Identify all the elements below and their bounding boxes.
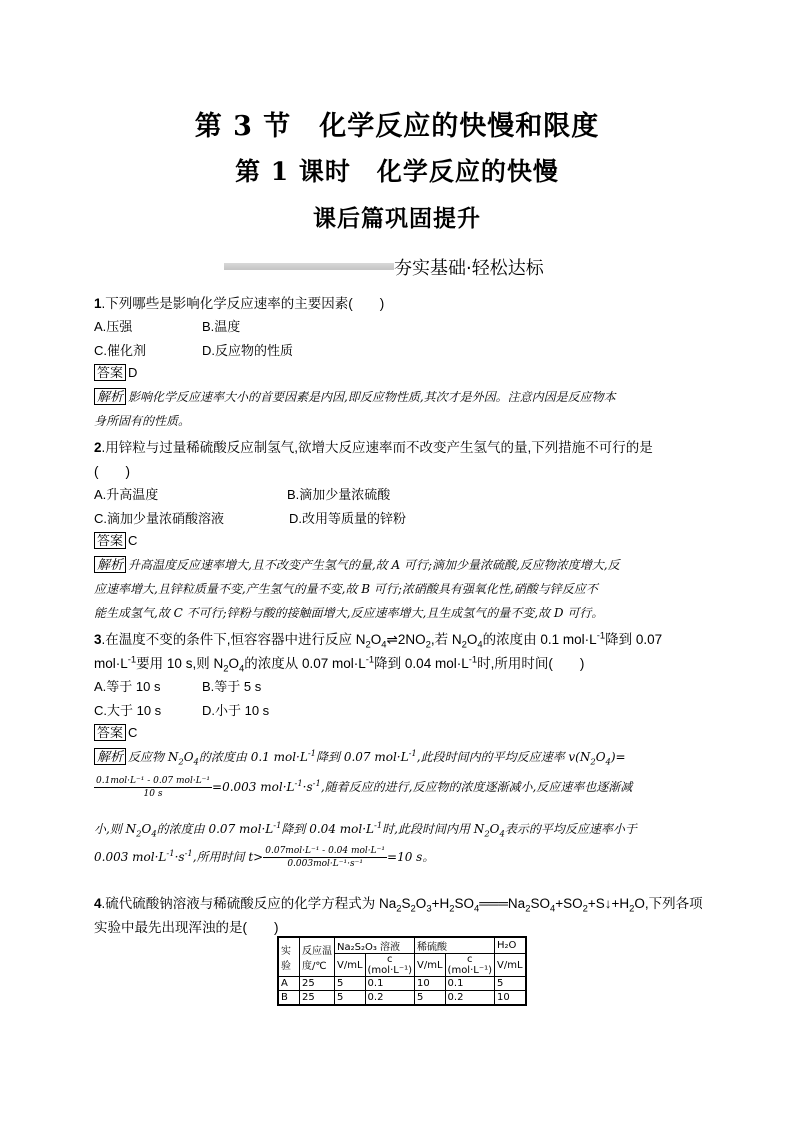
q2-answer: 答案 C xyxy=(94,532,137,549)
table-header-cell: 反应温度/℃ xyxy=(300,937,335,977)
q3-analysis-line: $\frac{\text{0.1mol·L⁻¹ - 0.07 mol·L⁻¹}}{10 s}$ =0.003 $mol\cdot L^{-1}\cdot s^{-1}$,随着反应的进行,反应物的浓度逐渐减小,反应速率也逐渐减 xyxy=(96,776,633,799)
table-cell: 25 xyxy=(300,991,335,1006)
q3-answer: 答案 C xyxy=(94,724,137,741)
table-header-cell: Na₂S₂O₃ 溶液 xyxy=(335,937,415,954)
question-4-stem-cont: 实验中最先出现浑浊的是( ) xyxy=(94,920,279,935)
q3-option-d: D.小于 10 s xyxy=(202,703,270,718)
q3-analysis-line: 解析 反应物 $N_2O_4$的浓度由 0.1 $mol\cdot L^{-1}$降到 0.07 $mol\cdot L^{-1}$,此段时间内的平均反应速率 $v(N_2O_4)=$ xyxy=(94,748,626,766)
q3-analysis-line: 0.003 $mol\cdot L^{-1}\cdot s^{-1}$,所用时间 t> $\frac{\text{0.07mol·L⁻¹ - 0.04 mol·L⁻¹}}{\text{0.003mol·L⁻¹·s⁻¹}}$ =10 s。 xyxy=(94,846,435,869)
table-cell: 0.2 xyxy=(445,991,494,1006)
table-cell: 5 xyxy=(335,991,366,1006)
category-title: 夯实基础·轻松达标 xyxy=(394,258,544,279)
q1-option-d: D.反应物的性质 xyxy=(202,343,294,358)
question-4-stem: 4.硫代硫酸钠溶液与稀硫酸反应的化学方程式为 $Na_2S_2O_3+H_2SO_4═══Na_2SO_4+SO_2+S↓+H_2O$,下列各项 xyxy=(94,896,703,915)
q1-analysis-line: 解析 影响化学反应速率大小的首要因素是内因,即反应物性质,其次才是外因。注意内因是反应物本 xyxy=(94,388,616,405)
table-cell: 10 xyxy=(415,977,446,991)
sub-title: 课后篇巩固提升 xyxy=(313,205,481,232)
question-3-stem: 3.在温度不变的条件下,恒容容器中进行反应 $N_2O_4\rightleftharpoons 2NO_2$,若 $N_2O_4$的浓度由 0.1 $mol\cdot L^{-1}$降到 0.07 xyxy=(94,630,663,651)
q2-option-c: C.滴加少量浓硝酸溶液 xyxy=(94,511,225,526)
analysis-tag: 解析 xyxy=(94,388,126,405)
table-cell: A xyxy=(278,977,300,991)
fraction: $\frac{\text{0.1mol·L⁻¹ - 0.07 mol·L⁻¹}}{10 s}$ xyxy=(96,776,211,799)
table-cell: 25 xyxy=(300,977,335,991)
question-1-stem: 1.下列哪些是影响化学反应速率的主要因素( ) xyxy=(94,296,385,311)
table-cell: 5 xyxy=(335,977,366,991)
q1-answer: 答案 D xyxy=(94,364,137,381)
table-cell: B xyxy=(278,991,300,1006)
q2-option-a: A.升高温度 xyxy=(94,487,159,502)
answer-tag: 答案 xyxy=(94,364,126,381)
table-row xyxy=(278,977,526,991)
q2-analysis-line: 应速率增大,且锌粒质量不变,产生氢气的量不变,故 B 可行;浓硝酸具有强氧化性,硝酸与锌反应不 xyxy=(94,582,598,596)
table-cell: 0.1 xyxy=(445,977,494,991)
table-header-cell: 稀硫酸 xyxy=(415,937,495,954)
table-cell: 0.1 xyxy=(365,977,414,991)
q1-option-c: C.催化剂 xyxy=(94,343,147,358)
table-cell: 0.2 xyxy=(365,991,414,1006)
table-header-cell: V/mL xyxy=(495,954,526,977)
q1-analysis-line: 身所固有的性质。 xyxy=(94,414,191,428)
experiment-table xyxy=(277,936,527,1006)
q3-analysis-line: 小,则 $N_2O_4$的浓度由 0.07 $mol\cdot L^{-1}$降到 0.04 $mol\cdot L^{-1}$时,此段时间内用 $N_2O_4$表示的平均反应速率小于 xyxy=(94,820,637,839)
table-header-cell: c (mol·L⁻¹) xyxy=(365,954,414,977)
q3-option-c: C.大于 10 s xyxy=(94,703,162,718)
q1-option-a: A.压强 xyxy=(94,319,133,334)
fraction: $\frac{\text{0.07mol·L⁻¹ - 0.04 mol·L⁻¹}}{\text{0.003mol·L⁻¹·s⁻¹}}$ xyxy=(265,846,386,869)
table-cell: 5 xyxy=(415,991,446,1006)
table-cell: 5 xyxy=(495,977,526,991)
table-header-cell: H₂O xyxy=(495,937,526,954)
table-cell: 10 xyxy=(495,991,526,1006)
table-row xyxy=(278,991,526,1006)
q2-analysis-line: 解析 升高温度反应速率增大,且不改变产生氢气的量,故 A 可行;滴加少量浓硫酸,反应物浓度增大,反 xyxy=(94,556,620,573)
q2-option-b: B.滴加少量浓硫酸 xyxy=(287,487,391,502)
question-number: 1 xyxy=(94,296,102,311)
q2-analysis-line: 能生成氢气,故 C 不可行;锌粉与酸的接触面增大,反应速率增大,且生成氢气的量不变,故 D 可行。 xyxy=(94,606,604,620)
q3-option-a: A.等于 10 s xyxy=(94,679,161,694)
question-3-stem-cont: $mol\cdot L^{-1}$要用 10 s,则 $N_2O_4$的浓度从 0.07 $mol\cdot L^{-1}$降到 0.04 $mol\cdot L^{-1}$时,所用时间( ) xyxy=(94,654,585,675)
table-header-cell: V/mL xyxy=(415,954,446,977)
question-2-stem: 2.用锌粒与过量稀硫酸反应制氢气,欲增大反应速率而不改变产生氢气的量,下列措施不可行的是 xyxy=(94,440,653,455)
section-title: 第 3 节 化学反应的快慢和限度 xyxy=(194,111,600,142)
table-header-cell: V/mL xyxy=(335,954,366,977)
q3-option-b: B.等于 5 s xyxy=(202,679,262,694)
q1-option-b: B.温度 xyxy=(202,319,241,334)
equilibrium-arrow: ⇌ xyxy=(386,632,398,647)
table-header-cell: c (mol·L⁻¹) xyxy=(445,954,494,977)
lesson-title: 第 1 课时 化学反应的快慢 xyxy=(235,157,559,186)
equation-arrow: ═══ xyxy=(479,896,508,911)
q2-option-d: D.改用等质量的锌粉 xyxy=(289,511,407,526)
question-2-stem-cont: ( ) xyxy=(94,464,130,479)
table-header-cell: 实验 xyxy=(278,937,300,977)
section-bar xyxy=(224,263,394,270)
